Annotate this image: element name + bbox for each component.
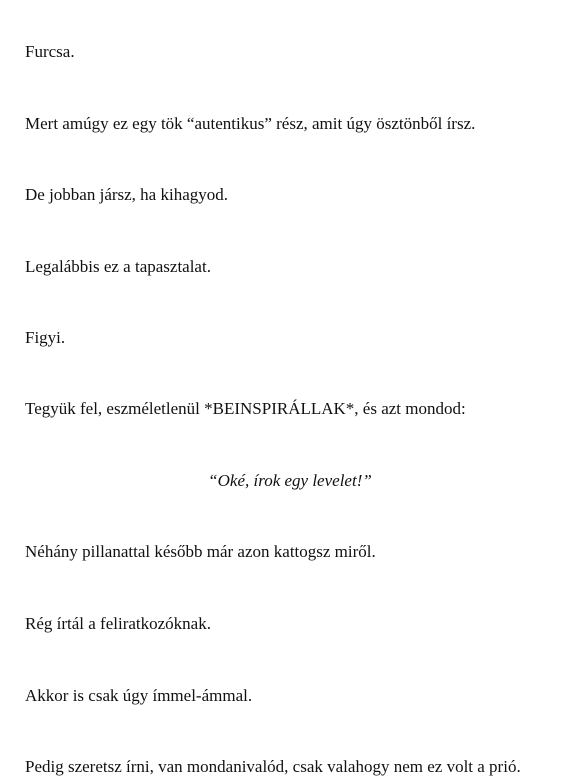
quote-paragraph: “Oké, írok egy levelet!” [208,471,372,490]
paragraph: Furcsa. [25,42,75,61]
paragraph: Figyi. [25,328,66,347]
paragraph: Akkor is csak úgy ímmel-ámmal. [25,686,253,705]
paragraph: Néhány pillanattal később már azon kattogsz miről. [25,542,376,561]
paragraph: Tegyük fel, eszméletlenül *BEINSPIRÁLLAK*, és azt mondod: [25,399,466,418]
paragraph: Legalábbis ez a tapasztalat. [25,257,211,276]
paragraph: Mert amúgy ez egy tök “autentikus” rész, amit úgy ösztönből írsz. [25,114,476,133]
paragraph: Pedig szeretsz írni, van mondanivalód, csak valahogy nem ez volt a prió. [25,757,521,776]
paragraph: De jobban jársz, ha kihagyod. [25,185,228,204]
paragraph: Rég írtál a feliratkozóknak. [25,614,211,633]
